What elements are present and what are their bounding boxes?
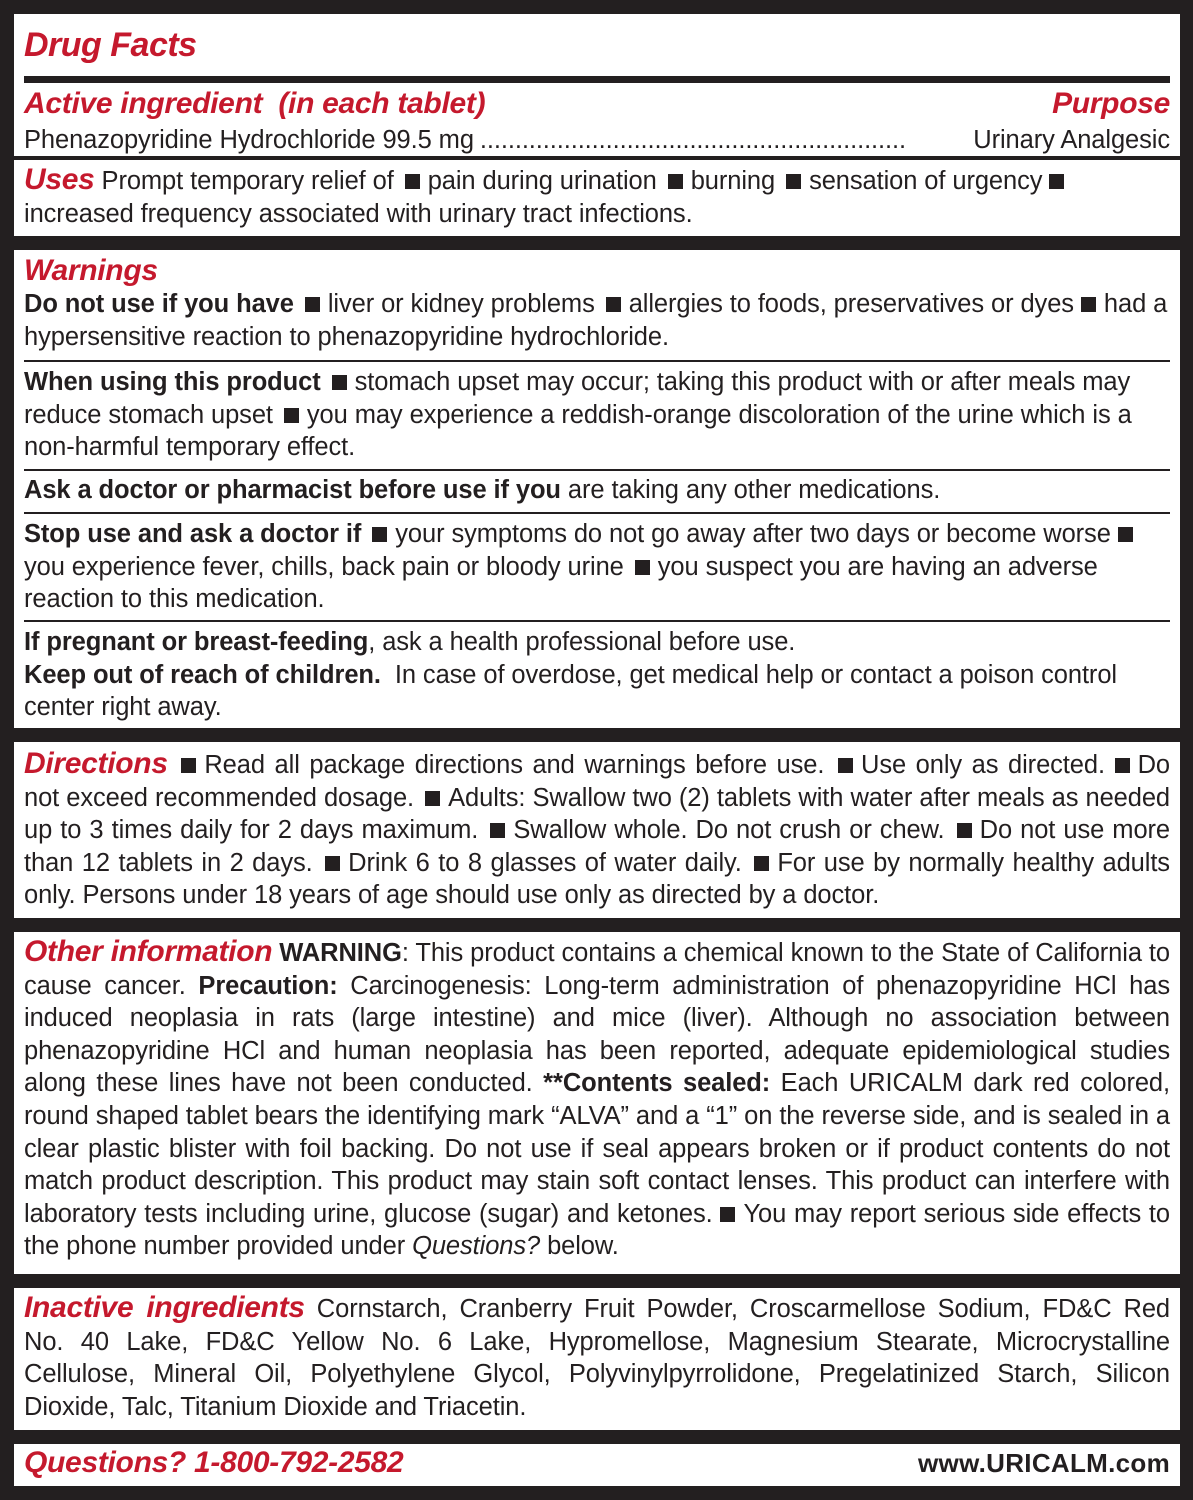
directions-item: Use only as directed. bbox=[861, 751, 1105, 779]
bullet-icon bbox=[305, 297, 320, 312]
directions-item: Drink 6 to 8 glasses of water daily. bbox=[348, 848, 742, 877]
keep-out-text: In case of overdose, get medical help or contact a poison control center right away. bbox=[24, 660, 1117, 722]
directions-item: Do not exceed recommended dosage. bbox=[24, 751, 1170, 812]
inactive-ingredients-heading: Inactive ingredients bbox=[24, 1291, 305, 1324]
bullet-icon bbox=[284, 408, 299, 423]
when-using-label: When using this product bbox=[24, 368, 321, 396]
bullet-icon bbox=[786, 174, 801, 189]
bullet-icon bbox=[1049, 174, 1064, 189]
uses-intro: Prompt temporary relief of bbox=[101, 167, 394, 195]
questions-reference: Questions? bbox=[412, 1232, 541, 1261]
when-using-item: you may experience a reddish-orange discoloration of the urine which is a non-harmful temporary effect. bbox=[24, 400, 1132, 462]
bullet-icon bbox=[838, 758, 853, 773]
uses-panel bbox=[14, 160, 1180, 236]
ask-doctor-label: Ask a doctor or pharmacist before use if you bbox=[24, 476, 561, 504]
precaution-label: Precaution: bbox=[198, 971, 338, 1000]
bullet-icon bbox=[325, 856, 340, 871]
contents-sealed-text: Each URICALM dark red colored, round shaped tablet bears the identifying mark “ALVA” and a “1” on the reverse side, and is sealed in a clear plastic blister with foil backing. Do not use if seal appears broken or if product contents do not match product description. This product may stain soft contact lenses. This product can interfere with laboratory tests including urine, glucose (sugar) and ketones. bbox=[24, 1069, 1171, 1228]
precaution-text: Carcinogenesis: Long-term administration of phenazopyridine HCl has induced neoplasia in rats (large intestine) and mice (liver). Although no association between phenazopyridine HCl and human neoplasia has been reported, adequate epidemiological studies along these lines have not been conducted. bbox=[24, 971, 1170, 1098]
report-text-end: below. bbox=[540, 1232, 619, 1261]
warnings-divider bbox=[24, 620, 1170, 622]
directions-heading: Directions bbox=[24, 747, 168, 780]
directions-item: Swallow whole. Do not crush or chew. bbox=[513, 816, 945, 845]
bullet-icon bbox=[606, 297, 621, 312]
bullet-icon bbox=[181, 758, 196, 773]
ask-doctor-text: are taking any other medications. bbox=[567, 476, 941, 504]
other-information-heading: Other information bbox=[24, 935, 273, 968]
stop-use-label: Stop use and ask a doctor if bbox=[24, 520, 362, 548]
other-information-panel bbox=[14, 932, 1180, 1274]
purpose-heading: Purpose bbox=[1052, 87, 1170, 120]
warnings-divider bbox=[24, 469, 1170, 471]
uses-item: sensation of urgency bbox=[809, 167, 1043, 195]
stop-use-item: you suspect you are having an adverse reaction to this medication. bbox=[24, 552, 1098, 614]
bullet-icon bbox=[754, 856, 769, 871]
website-link[interactable]: www.URICALM.com bbox=[918, 1448, 1170, 1478]
warnings-panel bbox=[14, 250, 1180, 728]
bullet-icon bbox=[405, 174, 420, 189]
footer-panel bbox=[14, 1444, 1180, 1486]
directions-item: Adults: Swallow two (2) tablets with water after meals as needed up to 3 times daily for 2 days maximum. bbox=[24, 783, 1170, 845]
warnings-divider bbox=[24, 512, 1170, 514]
bullet-icon bbox=[1118, 527, 1133, 542]
purpose-text: Urinary Analgesic bbox=[973, 126, 1170, 154]
do-not-use-item: had a hypersensitive reaction to phenazopyridine hydrochloride. bbox=[24, 290, 1168, 351]
warning-label: WARNING bbox=[279, 939, 402, 967]
bullet-icon bbox=[425, 791, 440, 806]
keep-out-label: Keep out of reach of children. bbox=[24, 660, 381, 689]
bullet-icon bbox=[635, 560, 650, 575]
warnings-divider bbox=[24, 360, 1170, 362]
bullet-icon bbox=[668, 174, 683, 189]
active-ingredient-heading: Active ingredient (in each tablet) bbox=[24, 87, 486, 120]
bullet-icon bbox=[372, 527, 387, 542]
directions-panel bbox=[14, 742, 1180, 918]
bullet-icon bbox=[1115, 758, 1130, 773]
pregnant-label: If pregnant or breast-feeding bbox=[24, 628, 369, 656]
directions-item: Read all package directions and warnings before use. bbox=[204, 751, 825, 779]
contents-sealed-label: **Contents sealed: bbox=[543, 1069, 771, 1098]
pregnant-text: , ask a health professional before use. bbox=[368, 628, 796, 656]
dot-leader: ............................................................. bbox=[479, 126, 906, 154]
uses-heading: Uses bbox=[24, 163, 95, 196]
do-not-use-label: Do not use if you have bbox=[24, 290, 294, 318]
uses-item: burning bbox=[690, 167, 776, 195]
active-ingredient-name: Phenazopyridine Hydrochloride 99.5 mg bbox=[24, 126, 474, 154]
questions-phone: Questions? 1-800-792-2582 bbox=[24, 1446, 404, 1479]
report-text: You may report serious side effects to the phone number provided under bbox=[24, 1199, 1170, 1261]
bullet-icon bbox=[490, 823, 505, 838]
drug-facts-title: Drug Facts bbox=[24, 26, 197, 64]
uses-item: pain during urination bbox=[427, 167, 657, 195]
bullet-icon bbox=[332, 375, 347, 390]
bullet-icon bbox=[957, 823, 972, 838]
warnings-heading: Warnings bbox=[24, 254, 158, 287]
inactive-ingredients-panel bbox=[14, 1288, 1180, 1430]
stop-use-item: your symptoms do not go away after two days or become worse bbox=[395, 520, 1111, 548]
do-not-use-item: allergies to foods, preservatives or dyes bbox=[628, 290, 1074, 318]
uses-item: increased frequency associated with urinary tract infections. bbox=[24, 199, 693, 228]
do-not-use-item: liver or kidney problems bbox=[327, 290, 595, 318]
bullet-icon bbox=[720, 1207, 735, 1222]
inactive-ingredients-text: Cornstarch, Cranberry Fruit Powder, Croscarmellose Sodium, FD&C Red No. 40 Lake, FD&C Yellow No. 6 Lake, Hypromellose, Magnesium Stearate, Microcrystalline Cellulose, Mineral Oil, Polyethylene Glycol, Polyvinylpyrrolidone, Pregelatinized Starch, Silicon Dioxide, Talc, Titanium Dioxide and Triacetin. bbox=[24, 1295, 1170, 1421]
directions-item: For use by normally healthy adults only. Persons under 18 years of age should use only as directed by a doctor. bbox=[24, 848, 1170, 910]
bullet-icon bbox=[1081, 297, 1096, 312]
active-ingredient-panel bbox=[14, 14, 1180, 156]
title-divider bbox=[24, 76, 1170, 83]
when-using-item: stomach upset may occur; taking this product with or after meals may reduce stomach upset bbox=[24, 368, 1131, 429]
directions-item: Do not use more than 12 tablets in 2 days. bbox=[24, 816, 1170, 877]
warning-text: : This product contains a chemical known to the State of California to cause cancer. bbox=[24, 939, 1170, 1000]
stop-use-item: you experience fever, chills, back pain or bloody urine bbox=[24, 552, 624, 581]
